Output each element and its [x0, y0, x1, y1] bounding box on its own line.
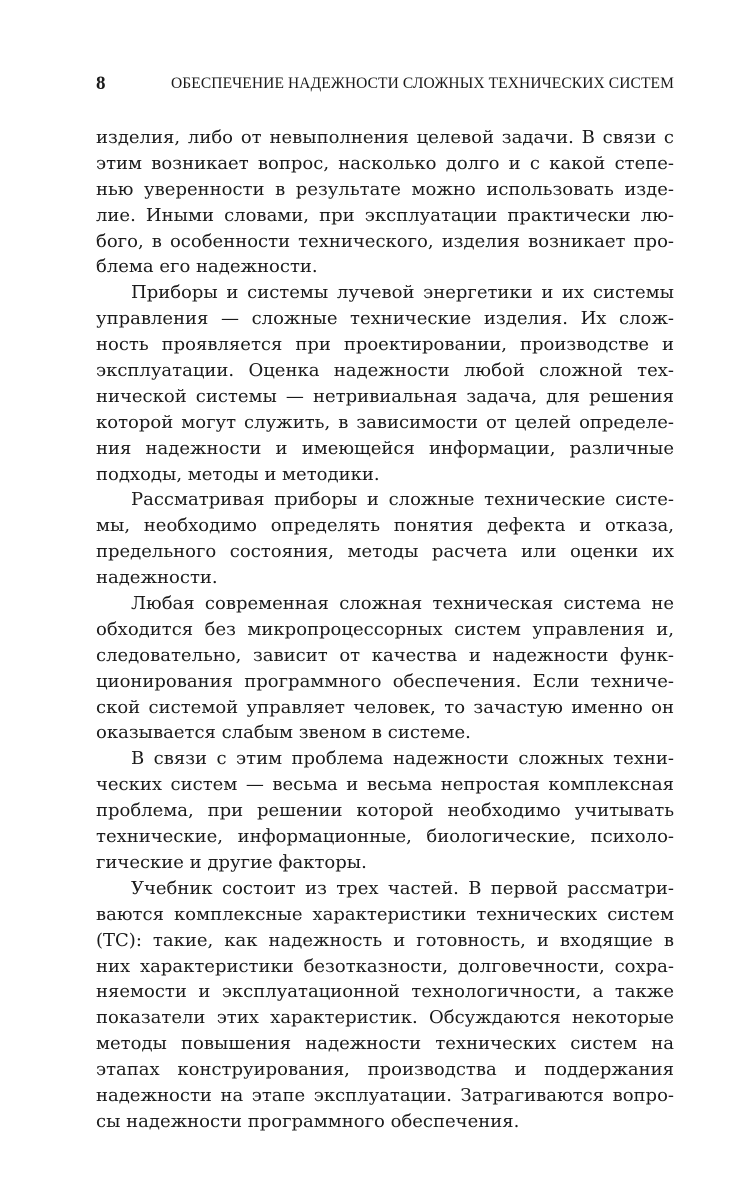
text-line: этим возникает вопрос, насколько долго и с какой степе- — [96, 152, 674, 174]
text-line: предельного состояния, методы расчета или оценки их — [96, 541, 674, 563]
text-line: Рассматривая приборы и сложные технические систе- — [131, 489, 674, 511]
text-line: этапах конструирования, производства и поддержания — [96, 1059, 674, 1081]
text-line: ционирования программного обеспечения. Если техниче- — [96, 670, 674, 692]
running-header — [96, 72, 674, 96]
text-line: надежности на этапе эксплуатации. Затрагиваются вопро- — [96, 1084, 674, 1106]
text-line: бого, в особенности технического, изделия возникает про- — [96, 230, 674, 252]
running-title: ОБЕСПЕЧЕНИЕ НАДЕЖНОСТИ СЛОЖНЫХ ТЕХНИЧЕСКИХ СИСТЕМ — [170, 75, 674, 92]
text-line: лие. Иными словами, при эксплуатации практически лю- — [96, 204, 674, 226]
text-line: подходы, методы и методики. — [96, 463, 380, 485]
text-line: Любая современная сложная техническая система не — [131, 593, 674, 615]
text-line: няемости и эксплуатационной технологичности, а также — [96, 981, 674, 1003]
text-line: надежности. — [96, 567, 218, 589]
text-line: ваются комплексные характеристики технических систем — [96, 903, 674, 925]
text-line: Учебник состоит из трех частей. В первой рассматри- — [131, 877, 674, 899]
text-line: обходится без микропроцессорных систем управления и, — [96, 618, 674, 640]
text-line: ческих систем — весьма и весьма непростая комплексная — [96, 774, 674, 796]
text-line: которой могут служить, в зависимости от целей определе- — [96, 411, 674, 433]
text-line: показатели этих характеристик. Обсуждаются некоторые — [96, 1007, 674, 1029]
paragraph — [96, 876, 674, 1135]
text-line: нической системы — нетривиальная задача, для решения — [96, 385, 674, 407]
text-line: проблема, при решении которой необходимо учитывать — [96, 800, 674, 822]
text-line: эксплуатации. Оценка надежности любой сложной тех- — [96, 360, 674, 382]
paragraph — [96, 746, 674, 875]
text-line: изделия, либо от невыполнения целевой задачи. В связи с — [96, 127, 674, 148]
text-line: гические и другие факторы. — [96, 851, 367, 873]
text-line: ской системой управляет человек, то зачастую именно он — [96, 696, 674, 718]
text-line: управления — сложные технические изделия. Их слож- — [96, 308, 674, 330]
text-line: оказывается слабым звеном в системе. — [96, 722, 471, 744]
paragraph — [96, 125, 674, 280]
text-line: них характеристики безотказности, долговечности, сохра- — [96, 955, 674, 977]
text-line: (ТС): такие, как надежность и готовность, и входящие в — [96, 929, 674, 951]
text-line: ния надежности и имеющейся информации, различные — [96, 437, 674, 459]
text-line: методы повышения надежности технических систем на — [96, 1033, 674, 1055]
text-line: Приборы и системы лучевой энергетики и их системы — [131, 282, 674, 304]
text-line: сы надежности программного обеспечения. — [96, 1110, 520, 1132]
text-line: следовательно, зависит от качества и надежности функ- — [96, 644, 674, 666]
text-line: нью уверенности в результате можно использовать изде- — [96, 178, 674, 200]
text-line: ность проявляется при проектировании, производстве и — [96, 334, 674, 356]
text-line: В связи с этим проблема надежности сложных техни- — [131, 748, 674, 770]
body-text — [96, 125, 674, 1135]
text-line: технические, информационные, биологические, психоло- — [96, 826, 674, 848]
page-number: 8 — [96, 73, 106, 94]
paragraph — [96, 280, 674, 487]
text-line: блема его надежности. — [96, 256, 318, 278]
paragraph — [96, 591, 674, 746]
paragraph — [96, 487, 674, 591]
text-line: мы, необходимо определять понятия дефекта и отказа, — [96, 515, 674, 537]
